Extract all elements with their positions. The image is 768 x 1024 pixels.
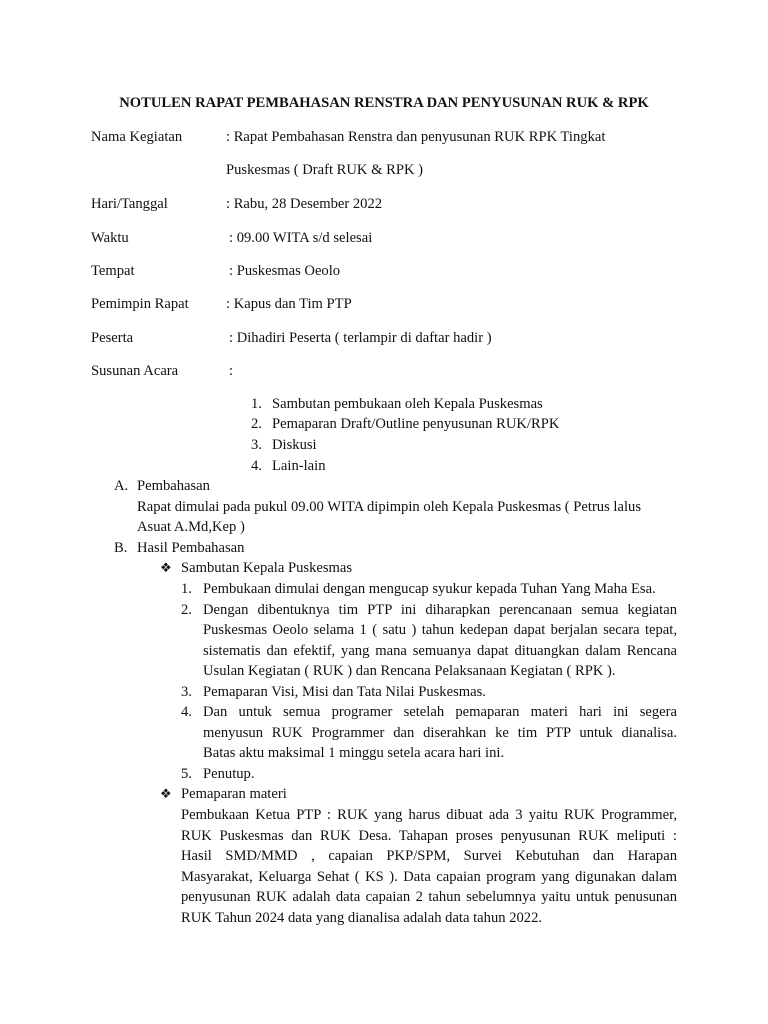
list-item-line: menyusun RUK Programmer dan diserahkan ke tim PTP untuk dianalisa. <box>203 725 677 741</box>
field-value-peserta: : Dihadiri Peserta ( terlampir di daftar hadir ) <box>229 330 492 346</box>
field-value-nama-kegiatan-line1: : Rapat Pembahasan Renstra dan penyusunan RUK RPK Tingkat <box>226 129 606 145</box>
section-b-letter: B. <box>114 540 128 556</box>
list-number: 5. <box>181 766 192 782</box>
agenda-number: 4. <box>251 458 262 474</box>
list-number: 4. <box>181 704 192 720</box>
section-b-heading: Hasil Pembahasan <box>137 540 245 556</box>
paragraph-line: Hasil SMD/MMD , capaian PKP/SPM, Survei Kebutuhan dan Harapan <box>181 848 677 864</box>
list-item-line: Pemaparan Visi, Misi dan Tata Nilai Puskesmas. <box>203 684 486 700</box>
list-item-line: Batas aktu maksimal 1 minggu setela acara hari ini. <box>203 745 505 761</box>
agenda-item: Diskusi <box>272 437 317 453</box>
field-label-nama-kegiatan: Nama Kegiatan <box>91 129 183 145</box>
list-number: 1. <box>181 581 192 597</box>
list-number: 3. <box>181 684 192 700</box>
agenda-number: 2. <box>251 416 262 432</box>
bullet-heading-pemaparan: Pemaparan materi <box>181 786 287 802</box>
list-item-line: Usulan Kegiatan ( RUK ) dan Rencana Pelaksanaan Kegiatan ( RPK ). <box>203 663 616 679</box>
list-item-line: Dengan dibentuknya tim PTP ini diharapkan perencanaan semua kegiatan <box>203 602 677 618</box>
field-value-tempat: : Puskesmas Oeolo <box>229 263 341 279</box>
field-label-waktu: Waktu <box>91 230 129 246</box>
field-label-peserta: Peserta <box>91 330 134 346</box>
list-number: 2. <box>181 602 192 618</box>
field-value-susunan-acara: : <box>229 363 234 379</box>
agenda-item: Pemaparan Draft/Outline penyusunan RUK/RPK <box>272 416 560 432</box>
field-label-tempat: Tempat <box>91 263 135 279</box>
field-value-pemimpin-rapat: : Kapus dan Tim PTP <box>226 296 352 312</box>
list-item-line: Pembukaan dimulai dengan mengucap syukur kepada Tuhan Yang Maha Esa. <box>203 581 656 597</box>
paragraph-line: Pembukaan Ketua PTP : RUK yang harus dibuat ada 3 yaitu RUK Programmer, <box>181 807 677 823</box>
diamond-bullet-icon: ❖ <box>160 786 172 801</box>
bullet-heading-sambutan: Sambutan Kepala Puskesmas <box>181 560 353 576</box>
field-label-pemimpin-rapat: Pemimpin Rapat <box>91 296 189 312</box>
field-value-hari-tanggal: : Rabu, 28 Desember 2022 <box>226 196 383 212</box>
section-a-text-line: Asuat A.Md,Kep ) <box>137 519 245 535</box>
diamond-bullet-icon: ❖ <box>160 560 172 575</box>
document-title: NOTULEN RAPAT PEMBAHASAN RENSTRA DAN PENYUSUNAN RUK & RPK <box>119 95 649 111</box>
field-value-waktu: : 09.00 WITA s/d selesai <box>229 230 373 246</box>
section-a-text-line: Rapat dimulai pada pukul 09.00 WITA dipimpin oleh Kepala Puskesmas ( Petrus lalus <box>137 499 641 515</box>
paragraph-line: Masyarakat, Keluarga Sehat ( KS ). Data capaian program yang digunakan dalam <box>181 869 677 885</box>
agenda-number: 1. <box>251 396 262 412</box>
paragraph-line: penyusunan RUK adalah data capaian 2 tahun sebelumnya yaitu untuk penusunan <box>181 889 677 905</box>
list-item-line: Penutup. <box>203 766 255 782</box>
agenda-number: 3. <box>251 437 262 453</box>
list-item-line: sistematis dan efektif, yang mana semuanya dapat dituangkan dalam Rencana <box>203 643 677 659</box>
agenda-item: Sambutan pembukaan oleh Kepala Puskesmas <box>272 396 543 412</box>
field-value-nama-kegiatan-line2: Puskesmas ( Draft RUK & RPK ) <box>226 162 424 178</box>
field-label-hari-tanggal: Hari/Tanggal <box>91 196 168 212</box>
field-label-susunan-acara: Susunan Acara <box>91 363 179 379</box>
agenda-item: Lain-lain <box>272 458 326 474</box>
section-a-heading: Pembahasan <box>137 478 210 494</box>
section-a-letter: A. <box>114 478 129 494</box>
paragraph-line: RUK Tahun 2024 data yang dianalisa adalah data tahun 2022. <box>181 910 543 926</box>
paragraph-line: RUK Puskesmas dan RUK Desa. Tahapan proses penyusunan RUK meliputi : <box>181 828 677 844</box>
list-item-line: Dan untuk semua programer setelah pemaparan materi hari ini segera <box>203 704 677 720</box>
list-item-line: Puskesmas Oeolo selama 1 ( satu ) tahun kedepan dapat berjalan secara tepat, <box>203 622 677 638</box>
